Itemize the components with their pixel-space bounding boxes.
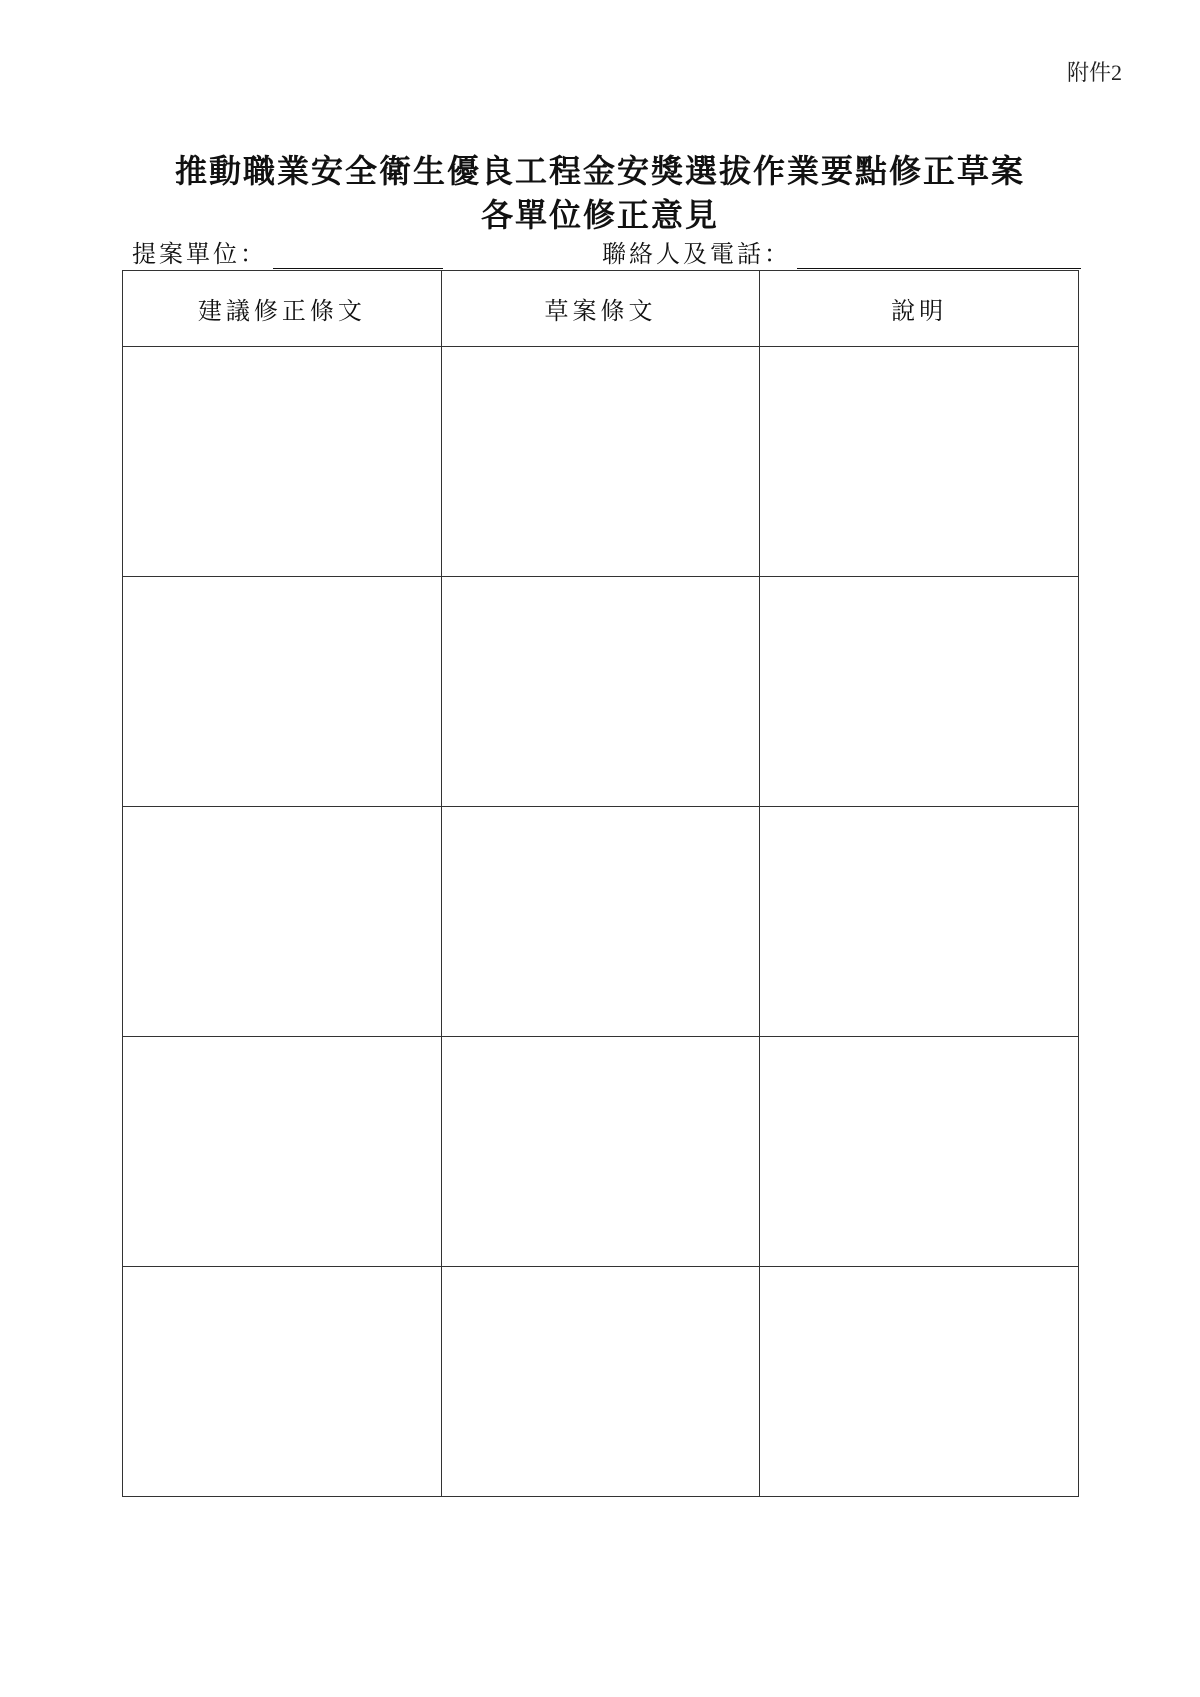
- table-row: [123, 1267, 1079, 1497]
- contact-label: 聯絡人及電話：: [602, 240, 791, 268]
- header-explanation: 說明: [760, 271, 1079, 347]
- header-draft-article: 草案條文: [441, 271, 760, 347]
- explanation-cell[interactable]: [760, 347, 1079, 577]
- proposing-unit-label: 提案單位：: [132, 240, 267, 268]
- contact-blank[interactable]: [797, 240, 1081, 269]
- explanation-cell[interactable]: [760, 1037, 1079, 1267]
- table-row: [123, 347, 1079, 577]
- draft-article-cell[interactable]: [441, 347, 760, 577]
- draft-article-cell[interactable]: [441, 807, 760, 1037]
- contact-field: [602, 234, 1081, 269]
- explanation-cell[interactable]: [760, 1267, 1079, 1497]
- proposing-unit-blank[interactable]: [273, 240, 443, 269]
- header-suggested-revision: 建議修正條文: [123, 271, 442, 347]
- draft-article-cell[interactable]: [441, 577, 760, 807]
- form-fields: [122, 234, 1082, 274]
- document-subtitle: 各單位修正意見: [480, 196, 719, 234]
- suggested-revision-cell[interactable]: [123, 577, 442, 807]
- explanation-cell[interactable]: [760, 577, 1079, 807]
- proposing-unit-field: [132, 234, 443, 269]
- suggested-revision-cell[interactable]: [123, 1267, 442, 1497]
- table-row: [123, 807, 1079, 1037]
- revision-table: [122, 270, 1079, 1497]
- table-header-row: [123, 271, 1079, 347]
- draft-article-cell[interactable]: [441, 1267, 760, 1497]
- suggested-revision-cell[interactable]: [123, 1037, 442, 1267]
- attachment-label: 附件2: [1066, 60, 1122, 85]
- document-title: 推動職業安全衛生優良工程金安獎選拔作業要點修正草案: [174, 152, 1025, 190]
- suggested-revision-cell[interactable]: [123, 347, 442, 577]
- draft-article-cell[interactable]: [441, 1037, 760, 1267]
- table-row: [123, 1037, 1079, 1267]
- suggested-revision-cell[interactable]: [123, 807, 442, 1037]
- table-row: [123, 577, 1079, 807]
- explanation-cell[interactable]: [760, 807, 1079, 1037]
